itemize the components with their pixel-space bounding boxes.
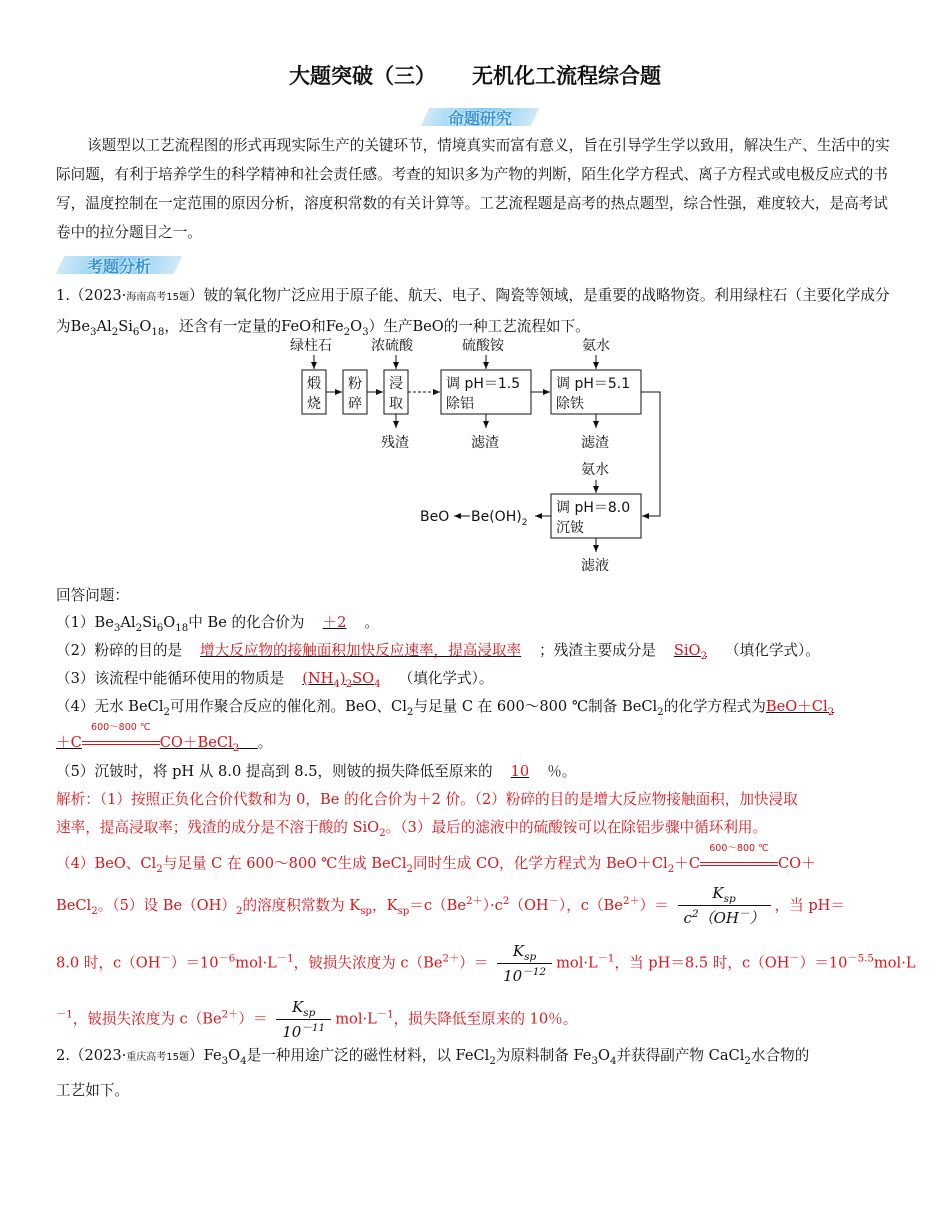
fraction-ksp-over-1e-11: $\frac{K_{sp}}{10^{-11}}$ (276, 998, 331, 1041)
box-leach-char1: 浸 (389, 376, 403, 392)
label-beo: BeO (420, 509, 450, 525)
question-1-stem: 1.（2023·海南高考15题）铍的氧化物广泛应用于原子能、航天、电子、陶瓷等领域，是重要的战略物资。利用绿柱石（主要化学成分为$Be_3Al_2Si_6O_{18}$，还含有一定量的FeO和$Fe_2O_3$）生产BeO的一种工艺流程如下。 (56, 287, 890, 338)
label-ammonia-1: 氨水 (582, 338, 610, 354)
box-grind-char1: 粉 (348, 376, 362, 392)
answer-3: （3）该流程中能循环使用的物质是 $(NH_4)_2SO_4$ （填化学式）。 (56, 670, 494, 690)
answer-2b-value: SiO$_2$ (673, 642, 708, 662)
answer-4-line1: （4）无水 BeCl$_2$可用作聚合反应的催化剂。BeO、$Cl_2$与足量 C 在 600～800 ℃制备 BeCl$_2$的化学方程式为$BeO+Cl_2$ (56, 698, 835, 718)
fraction-ksp-over-c2oh: $\frac{K_{sp}}{c^2(OH^-)}$ (678, 884, 771, 928)
box-calcine-char2: 烧 (307, 396, 321, 412)
section-banner-analysis: 考题分析 (60, 254, 178, 276)
answer-2-value: 增大反应物的接触面积加快反应速率，提高浸取率 (200, 642, 522, 659)
answer-3-value: $(NH_4)_2SO_4$ (302, 670, 381, 690)
box-fe-text1: 调 pH＝5.1 (556, 376, 631, 392)
analysis-line-1: 解析：（1）按照正负化合价代数和为 0，Be 的化合价为＋2 价。（2）粉碎的目的是增大反应物接触面积，加快浸取 (56, 791, 798, 808)
label-beoh2: $Be(OH)_2$ (471, 509, 528, 528)
answer-1: $(1)Be_3Al_2Si_6O_{18}$中 Be 的化合价为 ＋2 。 (56, 614, 379, 634)
analysis-line-4: BeCl$_2$。（5）设 $Be(OH)_2$的溶度积常数为 $K_{sp}$，$K_{sp}=c(Be^{2+})\cdot c^2(OH^-)$，$c(Be^{2+})=$ $\frac{K_{sp}}{c^2(OH^-)}$ ，当 pH＝ (56, 884, 846, 927)
box-fe-text2: 除铁 (556, 396, 584, 412)
analysis-line-5: 8.0 时，$c(OH^-)=10^{-6}mol\cdot L^{-1}$，铍损失浓度为 $c(Be^{2+})=$ $\frac{K_{sp}}{10^{-12}}$ $mol\cdot L^{-1}$，当 pH＝8.5 时，$c(OH^-)=10^{-5.5}mol\cdot L$ (56, 942, 916, 985)
answers-prompt: 回答问题： (56, 587, 129, 604)
answer-1-value: ＋2 (322, 614, 347, 631)
box-be-text2: 沉铍 (556, 520, 584, 536)
label-residue: 残渣 (381, 435, 409, 451)
box-al-text1: 调 pH＝1.5 (446, 376, 521, 392)
answer-2: （2）粉碎的目的是 增大反应物的接触面积加快反应速率，提高浸取率 ；残渣主要成分是 SiO$_2$ （填化学式）。 (56, 642, 820, 662)
fraction-ksp-over-1e-12: $\frac{K_{sp}}{10^{-12}}$ (497, 942, 552, 985)
box-al-text2: 除铝 (446, 396, 474, 412)
box-leach-char2: 取 (389, 396, 403, 412)
label-ammonium-sulfate: 硫酸铵 (462, 338, 504, 354)
analysis-line-3: （4）BeO、$Cl_2$与足量 C 在 600～800 ℃生成 BeCl$_2$同时生成 CO，化学方程式为 $BeO+Cl_2+C$ 600～800 ℃ CO＋ (56, 843, 816, 875)
answer-4-value-part1: $BeO+Cl_2$ (765, 698, 835, 718)
label-beryl: 绿柱石 (290, 338, 332, 354)
box-grind-char2: 碎 (348, 396, 362, 412)
label-filter-residue-1: 滤渣 (471, 435, 499, 451)
label-ammonia-2: 氨水 (581, 462, 609, 478)
box-be-text1: 调 pH＝8.0 (556, 500, 631, 516)
page-title: 大题突破（三） 无机化工流程综合题 (289, 64, 661, 88)
answer-5-value: 10 (510, 763, 530, 780)
label-conc-h2so4: 浓硫酸 (371, 338, 413, 354)
process-flow-diagram (0, 0, 950, 600)
answer-4-line2: ＋C 600～800 ℃ CO＋BeCl$_2$ 。 (56, 722, 273, 754)
label-filtrate: 滤液 (581, 558, 609, 574)
answer-4-value-part2: ＋C 600～800 ℃ CO＋BeCl$_2$ (56, 722, 240, 754)
label-filter-residue-2: 滤渣 (581, 435, 609, 451)
section-banner-research: 命题研究 (425, 106, 535, 128)
analysis-line-6: $^{-1}$，铍损失浓度为 $c(Be^{2+})=$ $\frac{K_{sp}}{10^{-11}}$ $mol\cdot L^{-1}$，损失降低至原来的 10％。 (56, 998, 578, 1041)
box-calcine-char1: 煅 (307, 376, 321, 392)
intro-paragraph: 该题型以工艺流程图的形式再现实际生产的关键环节，情境真实而富有意义，旨在引导学生学以致用，解决生产、生活中的实际问题，有利于培养学生的科学精神和社会责任感。考查的知识多为产物的判断，陌生化学方程式、离子方程式或电极反应式的书写，温度控制在一定范围的原因分析，溶度积常数的有关计算等。工艺流程题是高考的热点题型，综合性强，难度较大，是高考试卷中的拉分题目之一。 (56, 137, 890, 241)
answer-5: （5）沉铍时，将 pH 从 8.0 提高到 8.5，则铍的损失降低至原来的 10 ％。 (56, 763, 577, 780)
question-2-stem: 2.（2023·重庆高考15题）$Fe_3O_4$是一种用途广泛的磁性材料，以 FeCl$_2$为原料制备 $Fe_3O_4$并获得副产物 CaCl$_2$水合物的 工艺如下。 (56, 1047, 810, 1099)
analysis-line-2: 速率，提高浸取率；残渣的成分是不溶于酸的 SiO$_2$。（3）最后的滤液中的硫酸铵可以在除铝步骤中循环利用。 (56, 819, 768, 839)
